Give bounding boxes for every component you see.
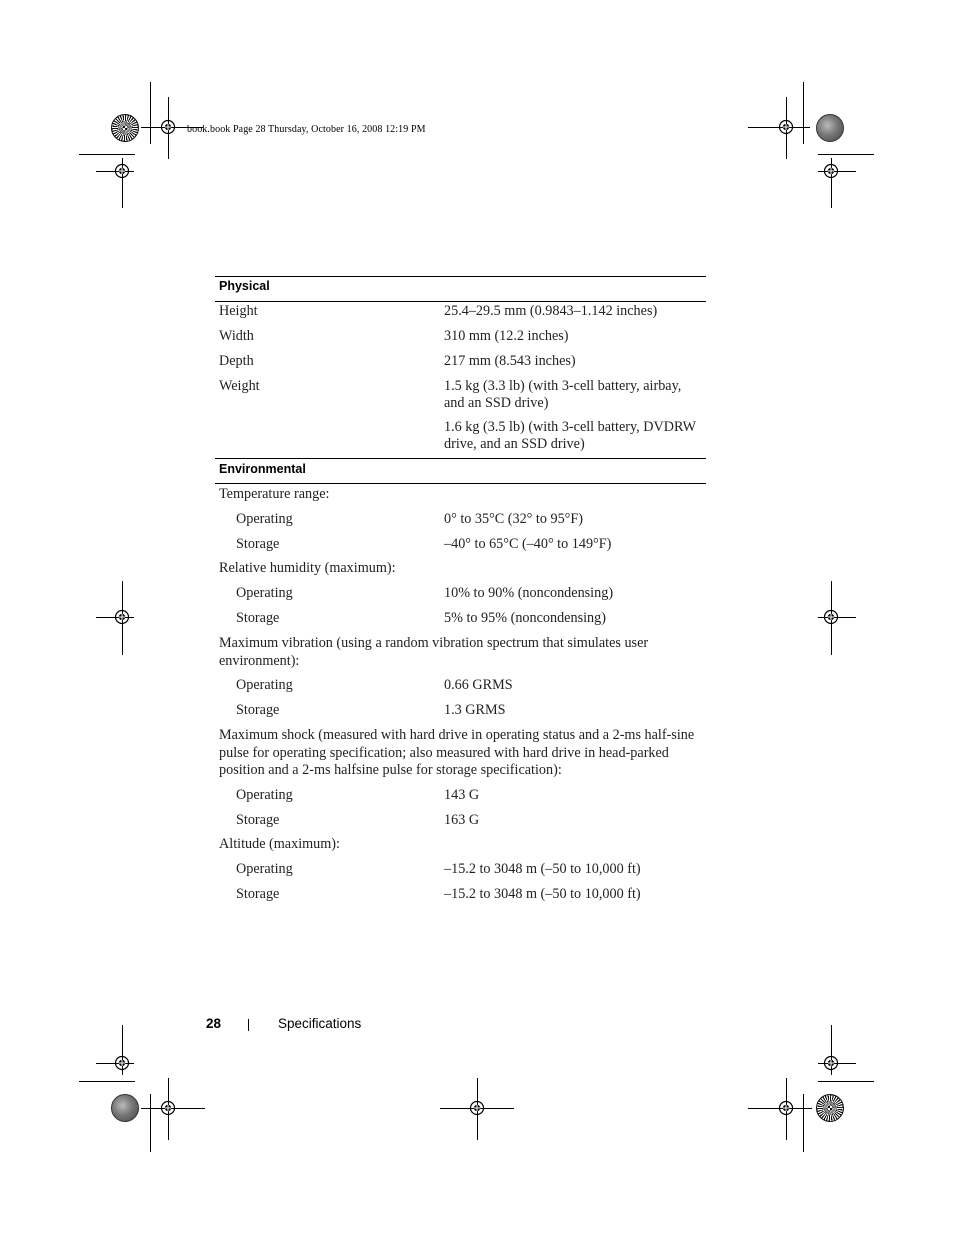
spec-value: 10% to 90% (noncondensing) (444, 585, 614, 601)
spec-value: 1.6 kg (3.5 lb) (with 3-cell battery, DVDRW drive, and an SSD drive) (444, 419, 696, 452)
spec-group-label: Relative humidity (maximum): (219, 560, 396, 576)
spec-group-label: Maximum shock (measured with hard drive in operating status and a 2-ms half-sine pulse for operating specification; also measured with hard drive in head-parked position and a 2-ms halfsine pulse for storage specification): (219, 727, 695, 778)
spec-group-label: Temperature range: (219, 486, 330, 502)
spec-value: 217 mm (8.543 inches) (444, 353, 576, 369)
page-number: 28 (206, 1016, 222, 1031)
print-slug: book.book Page 28 Thursday, October 16, 2008 12:19 PM (187, 124, 426, 135)
spec-value: 143 G (444, 787, 480, 803)
spec-value: 310 mm (12.2 inches) (444, 328, 569, 344)
registration-target-icon (778, 1100, 794, 1116)
spec-label: Depth (219, 353, 254, 369)
spec-label: Storage (236, 886, 280, 902)
registration-target-icon (469, 1100, 485, 1116)
spec-label: Storage (236, 536, 280, 552)
table-rule (215, 458, 706, 459)
color-rosette-icon (111, 114, 139, 142)
registration-target-icon (823, 1055, 839, 1071)
spec-value: 163 G (444, 812, 480, 828)
registration-target-icon (114, 609, 130, 625)
spec-label: Storage (236, 702, 280, 718)
spec-value: 1.5 kg (3.3 lb) (with 3-cell battery, airbay, and an SSD drive) (444, 378, 682, 411)
spec-label: Width (219, 328, 254, 344)
spec-label: Height (219, 303, 258, 319)
spec-group-label: Altitude (maximum): (219, 836, 340, 852)
spec-label: Operating (236, 511, 293, 527)
spec-label: Operating (236, 861, 293, 877)
table-rule (215, 301, 706, 302)
registration-target-icon (114, 163, 130, 179)
spec-value: 0° to 35°C (32° to 95°F) (444, 511, 583, 527)
spec-value: –15.2 to 3048 m (–50 to 10,000 ft) (444, 861, 641, 877)
spec-value: 0.66 GRMS (444, 677, 513, 693)
registration-target-icon (823, 163, 839, 179)
spec-label: Operating (236, 677, 293, 693)
registration-target-icon (114, 1055, 130, 1071)
gray-rosette-icon (111, 1094, 139, 1122)
spec-value: –15.2 to 3048 m (–50 to 10,000 ft) (444, 886, 641, 902)
registration-target-icon (160, 119, 176, 135)
section-heading-environmental: Environmental (219, 462, 306, 476)
spec-value: –40° to 65°C (–40° to 149°F) (444, 536, 612, 552)
gray-rosette-icon (816, 114, 844, 142)
footer-divider (248, 1019, 249, 1031)
registration-target-icon (823, 609, 839, 625)
footer-section-title: Specifications (278, 1016, 362, 1031)
spec-label: Operating (236, 787, 293, 803)
spec-value: 25.4–29.5 mm (0.9843–1.142 inches) (444, 303, 658, 319)
registration-target-icon (160, 1100, 176, 1116)
table-rule (215, 483, 706, 484)
spec-group-label: Maximum vibration (using a random vibration spectrum that simulates user environment): (219, 635, 649, 669)
spec-value: 5% to 95% (noncondensing) (444, 610, 606, 626)
section-heading-physical: Physical (219, 279, 270, 293)
spec-label: Operating (236, 585, 293, 601)
spec-value: 1.3 GRMS (444, 702, 506, 718)
table-rule (215, 276, 706, 277)
spec-label: Storage (236, 812, 280, 828)
spec-label: Weight (219, 378, 260, 394)
color-rosette-icon (816, 1094, 844, 1122)
registration-target-icon (778, 119, 794, 135)
spec-label: Storage (236, 610, 280, 626)
